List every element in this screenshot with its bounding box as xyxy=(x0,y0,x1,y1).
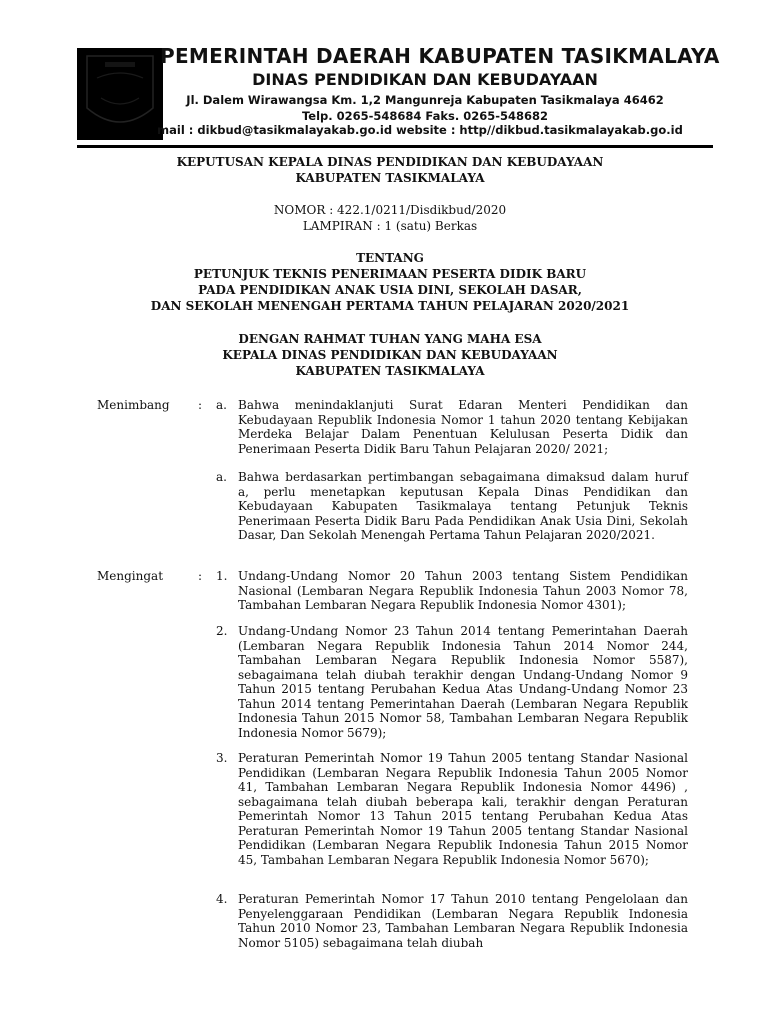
list-item: Undang-Undang Nomor 20 Tahun 2003 tentang Sistem Pendidikan Nasional (Lembaran Negara Republik Indonesia Tahun 2003 Nomor 78, Tambahan Lembaran Negara Republik Indonesia Nomor 4301); xyxy=(238,569,688,612)
section-colon: : xyxy=(198,569,203,583)
list-item: Undang-Undang Nomor 23 Tahun 2014 tentang Pemerintahan Daerah (Lembaran Negara Republik Indonesia Tahun 2014 Nomor 244, Tambahan Lembaran Negara Republik Indonesia Nomor 5587), sebagaimana telah diubah terakhir dengan Undang-Undang Nomor 9 Tahun 2015 tentang Perubahan Kedua Atas Undang-Undang Nomor 23 Tahun 2014 tentang Pemerintahan Daerah (Lembaran Negara Republik Indonesia Tahun 2015 Nomor 58, Tambahan Lembaran Negara Republik Indonesia Nomor 5679); xyxy=(238,624,688,740)
decision-title-1: KEPUTUSAN KEPALA DINAS PENDIDIKAN DAN KEBUDAYAAN xyxy=(176,155,604,169)
opening-line-1: DENGAN RAHMAT TUHAN YANG MAHA ESA xyxy=(238,332,542,346)
letterhead-agency: DINAS PENDIDIKAN DAN KEBUDAYAAN xyxy=(252,70,598,89)
letterhead-divider xyxy=(77,145,713,148)
list-item: Peraturan Pemerintah Nomor 17 Tahun 2010 tentang Pengelolaan dan Penyelenggaraan Pendidikan (Lembaran Negara Republik Indonesia Tahun 2010 Nomor 23, Tambahan Lembaran Negara Republik Indonesia Nomor 5105) sebagaimana telah diubah xyxy=(238,892,688,950)
subject-line-1: PETUNJUK TEKNIS PENERIMAAN PESERTA DIDIK BARU xyxy=(193,267,587,281)
opening-line-2: KEPALA DINAS PENDIDIKAN DAN KEBUDAYAAN xyxy=(222,348,558,362)
decision-title-2: KABUPATEN TASIKMALAYA xyxy=(295,171,485,185)
decision-number: NOMOR : 422.1/0211/Disdikbud/2020 xyxy=(273,203,507,217)
letterhead-government: PEMERINTAH DAERAH KABUPATEN TASIKMALAYA xyxy=(160,44,720,68)
subject-heading: TENTANG xyxy=(356,251,424,265)
letterhead-email: mail : dikbud@tasikmalayakab.go.id website : http//dikbud.tasikmalayakab.go.id xyxy=(157,123,683,137)
list-item: Peraturan Pemerintah Nomor 19 Tahun 2005 tentang Standar Nasional Pendidikan (Lembaran Negara Republik Indonesia Tahun 2005 Nomor 41, Tambahan Lembaran Negara Republik Indonesia Nomor 4496) , sebagaimana telah diubah beberapa kali, terakhir dengan Peraturan Pemerintah Nomor 13 Tahun 2015 tentang Perubahan Kedua Atas Peraturan Pemerintah Nomor 19 Tahun 2005 tentang Standar Nasional Pendidikan (Lembaran Negara Republik Indonesia Tahun 2015 Nomor 45, Tambahan Lembaran Negara Republik Indonesia Nomor 5670); xyxy=(238,751,688,867)
subject-line-3: DAN SEKOLAH MENENGAH PERTAMA TAHUN PELAJARAN 2020/2021 xyxy=(150,299,630,313)
letterhead-phone: Telp. 0265-548684 Faks. 0265-548682 xyxy=(301,109,549,123)
list-marker: 3. xyxy=(216,751,228,765)
section-label-menimbang: Menimbang xyxy=(97,398,170,412)
list-marker: 1. xyxy=(216,569,228,583)
list-item: Bahwa berdasarkan pertimbangan sebagaimana dimaksud dalam huruf a, perlu menetapkan keputusan Kepala Dinas Pendidikan dan Kebudayaan Kabupaten Tasikmalaya tentang Petunjuk Teknis Penerimaan Peserta Didik Baru Pada Pendidikan Anak Usia Dini, Sekolah Dasar, Dan Sekolah Menengah Pertama Tahun Pelajaran 2020/2021. xyxy=(238,470,688,542)
section-colon: : xyxy=(198,398,203,412)
section-label-mengingat: Mengingat xyxy=(97,569,164,583)
list-marker: 4. xyxy=(216,892,228,906)
list-item: Bahwa menindaklanjuti Surat Edaran Menteri Pendidikan dan Kebudayaan Republik Indonesia Nomor 1 tahun 2020 tentang Kebijakan Merdeka Belajar Dalam Penentuan Kelulusan Peserta Didik dan Penerimaan Peserta Didik Baru Tahun Pelajaran 2020/ 2021; xyxy=(238,398,688,456)
list-marker: a. xyxy=(216,470,227,484)
subject-line-2: PADA PENDIDIKAN ANAK USIA DINI, SEKOLAH DASAR, xyxy=(198,283,582,297)
list-marker: 2. xyxy=(216,624,228,638)
list-marker: a. xyxy=(216,398,227,412)
opening-line-3: KABUPATEN TASIKMALAYA xyxy=(295,364,485,378)
decision-attachment: LAMPIRAN : 1 (satu) Berkas xyxy=(302,219,478,233)
letterhead-address: Jl. Dalem Wirawangsa Km. 1,2 Mangunreja Kabupaten Tasikmalaya 46462 xyxy=(186,93,664,107)
